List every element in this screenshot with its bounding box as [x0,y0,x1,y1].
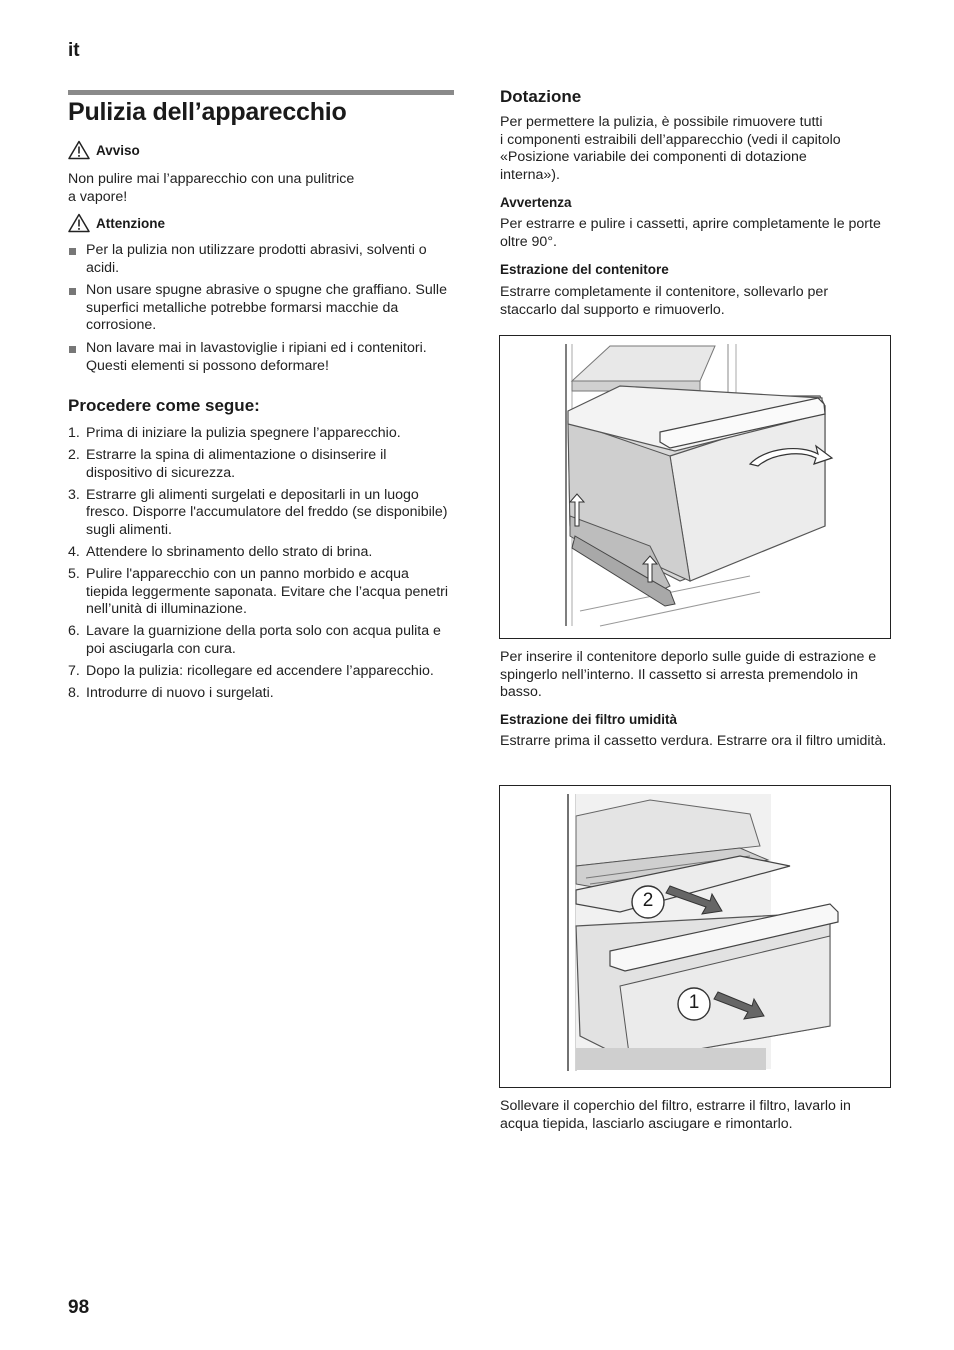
list-item: Non lavare mai in lavastoviglie i ripiani ed i contenitori. Questi elementi si possono deformare! [68,340,454,375]
step-text: Estrarre gli alimenti surgelati e depositarli in un luogo fresco. Disporre l'accumulatore del freddo (se disponibile) sugli alimenti. [86,486,448,538]
step-number: 4. [68,544,80,561]
filter-extraction-figure [499,785,891,1088]
intro-line: «Posizione variabile dei componenti di dotazione [500,149,807,166]
avviso-heading [68,140,140,160]
contenitore-heading: Estrazione del contenitore [500,262,669,277]
callout-1: 1 [688,992,700,1013]
step-text: Estrarre la spina di alimentazione o disinserire il dispositivo di sicurezza. [86,447,387,481]
warning-triangle-icon [68,140,90,160]
title-rule [68,90,454,95]
step-number: 7. [68,663,80,680]
step-text: Attendere lo sbrinamento dello strato di brina. [86,544,373,561]
list-item: Non usare spugne abrasive o spugne che graffiano. Sulle superfici metalliche potrebbe formarsi macchie da corrosione. [68,282,454,335]
attenzione-label: Attenzione [96,215,165,231]
intro-line: i componenti estraibili dell’apparecchio (vedi il capitolo [500,131,841,148]
step-item [68,623,454,658]
filtro-heading: Estrazione dei filtro umidità [500,712,678,727]
avviso-text [68,171,454,206]
filter-illustration [500,786,890,1087]
drawer-illustration [500,336,890,638]
filtro-text: Estrarre prima il cassetto verdura. Estrarre ora il filtro umidità. [500,733,887,749]
avvertenza-text: Per estrarre e pulire i cassetti, aprire completamente le porte oltre 90°. [500,216,881,250]
dotazione-intro [500,114,890,184]
step-number: 8. [68,685,80,702]
contenitore-text: Estrarre completamente il contenitore, sollevarlo per staccarlo dal supporto e rimuoverlo. [500,284,829,318]
step-number: 6. [68,623,80,640]
step-item [68,447,454,482]
dotazione-heading: Dotazione [500,87,582,106]
warning-triangle-icon [68,213,90,233]
step-number: 2. [68,447,80,464]
page-title: Pulizia dell’apparecchio [68,98,347,126]
step-item [68,685,454,703]
list-item: Per la pulizia non utilizzare prodotti abrasivi, solventi o acidi. [68,242,454,277]
step-text: Dopo la pulizia: ricollegare ed accendere l’apparecchio. [86,663,434,680]
procedure-steps [68,425,454,707]
step-text: Introdurre di nuovo i surgelati. [86,685,274,702]
avvertenza-heading: Avvertenza [500,195,572,210]
step-number: 5. [68,566,80,583]
attenzione-list [68,242,454,380]
attenzione-heading [68,213,165,233]
language-label: it [68,40,80,61]
step-item [68,425,454,443]
step-item [68,544,454,562]
step-text: Pulire l'apparecchio con un panno morbido e acqua tiepida leggermente saponata. Evitare che l’acqua penetri nell’unità di illuminazione. [86,566,449,618]
intro-line: interna»). [500,166,560,183]
drawer-extraction-figure [499,335,891,639]
step-text: Prima di iniziare la pulizia spegnere l’apparecchio. [86,425,401,441]
step-text: Lavare la guarnizione della porta solo con acqua pulita e poi asciugarla con cura. [86,623,441,658]
intro-line: Per permettere la pulizia, è possibile rimuovere tutti [500,114,823,130]
avviso-text-line-1: Non pulire mai l’apparecchio con una pulitrice [68,171,355,187]
filtro-after-text: Sollevare il coperchio del filtro, estrarre il filtro, lavarlo in acqua tiepida, lasciarlo asciugare e rimontarlo. [500,1098,851,1132]
page-number: 98 [68,1297,90,1318]
callout-2: 2 [642,890,654,911]
step-number: 1. [68,425,80,441]
avviso-text-line-2: a vapore! [68,188,128,205]
step-number: 3. [68,486,80,503]
step-item [68,663,454,681]
contenitore-after-text: Per inserire il contenitore deporlo sulle guide di estrazione e spingerlo nell’interno. Il cassetto si arresta premendolo in basso. [500,649,877,701]
procedure-heading: Procedere come segue: [68,396,260,415]
step-item [68,487,454,540]
avviso-label: Avviso [96,142,140,158]
step-item [68,566,454,619]
